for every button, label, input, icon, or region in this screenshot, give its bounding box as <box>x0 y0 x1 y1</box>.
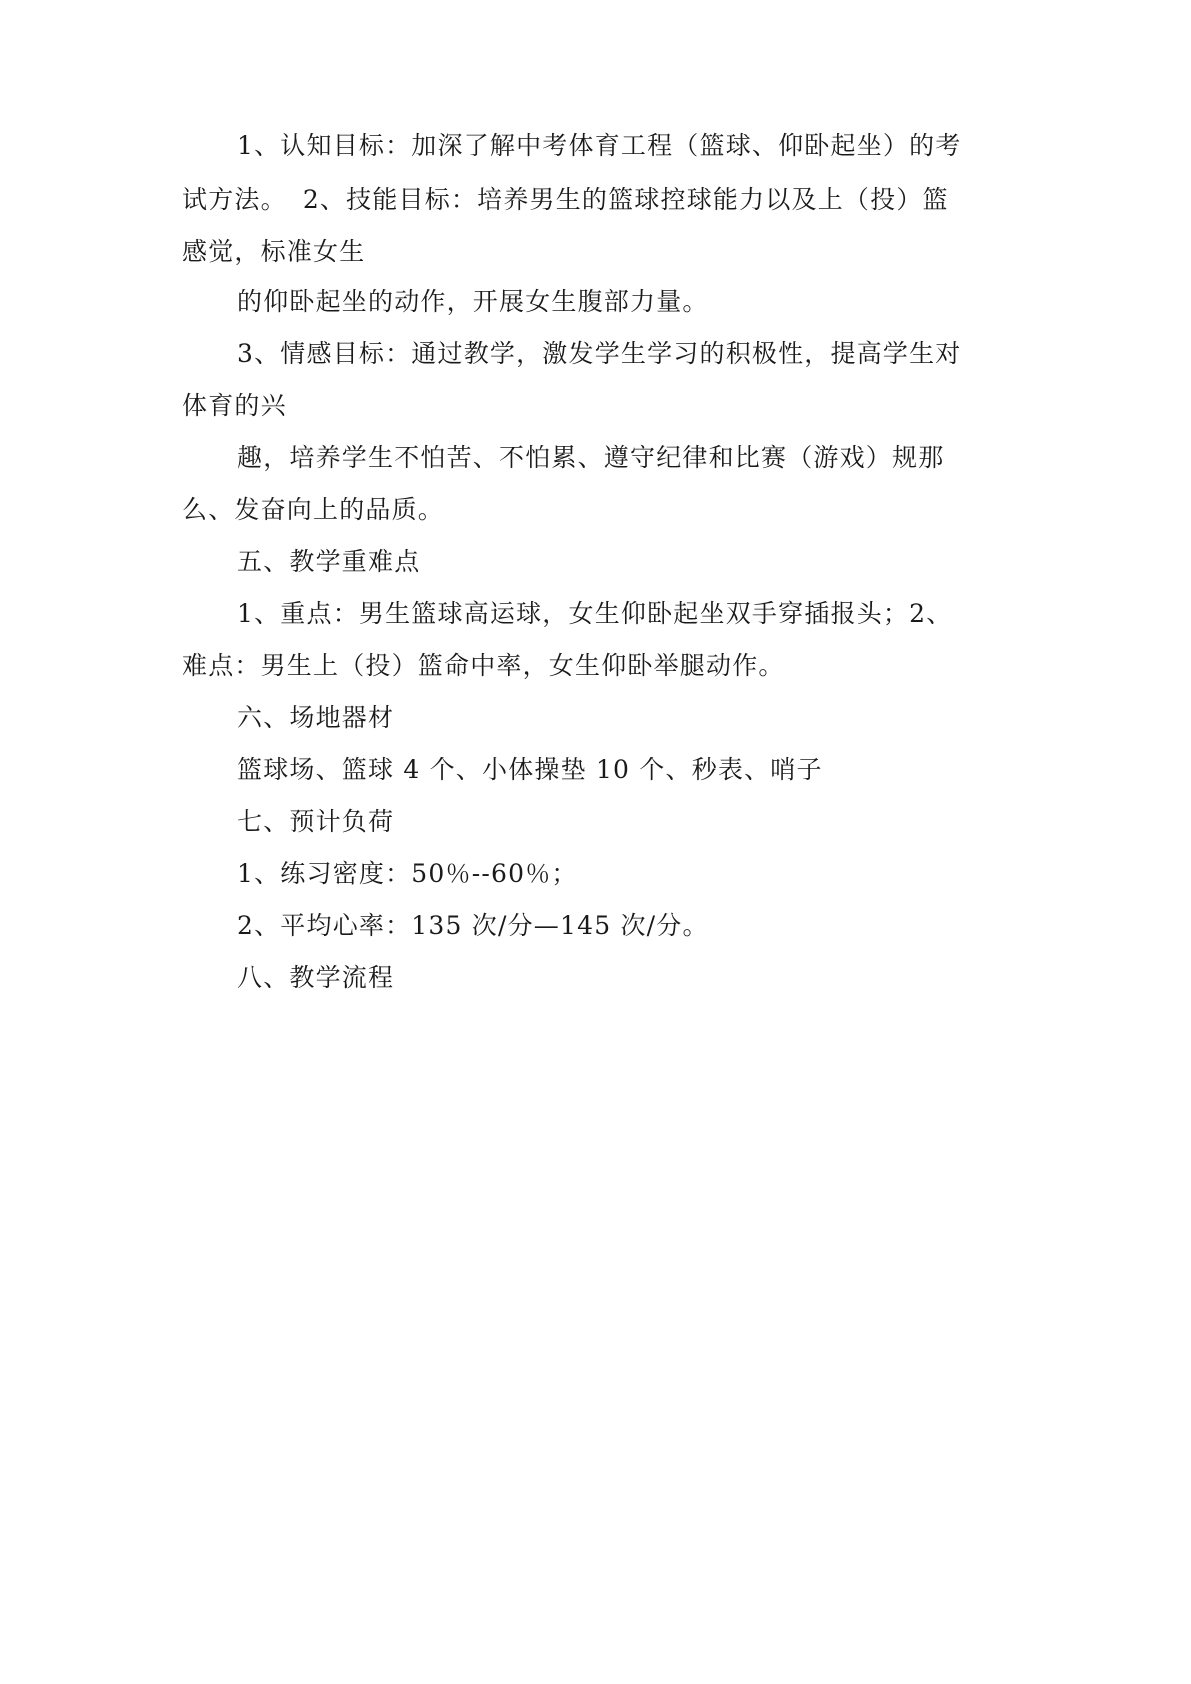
line-text: 2、平均心率：135 次/分—145 次/分。 <box>237 911 709 940</box>
text-line <box>182 493 444 527</box>
heading-text: 八、教学流程 <box>237 963 395 992</box>
text-line <box>237 857 578 891</box>
text-line <box>237 337 962 371</box>
line-text: 难点：男生上（投）篮命中率，女生仰卧举腿动作。 <box>182 651 785 680</box>
line-text: 1、重点：男生篮球高运球，女生仰卧起坐双手穿插报头；2、 <box>237 599 953 628</box>
text-line <box>182 649 785 683</box>
line-text: 1、认知目标：加深了解中考体育工程（篮球、仰卧起坐）的考 <box>237 131 962 160</box>
line-text: 3、情感目标：通过教学，激发学生学习的积极性，提高学生对 <box>237 339 962 368</box>
section-heading <box>237 701 394 735</box>
text-line <box>237 441 944 475</box>
heading-text: 六、场地器材 <box>237 703 395 732</box>
text-line <box>237 129 962 163</box>
line-text: 试方法。 <box>182 185 287 214</box>
text-line <box>182 389 287 423</box>
text-line <box>237 285 709 319</box>
text-line <box>237 597 952 631</box>
text-line <box>237 753 823 787</box>
line-text: 2、技能目标：培养男生的篮球控球能力以及上（投）篮 <box>302 185 949 214</box>
line-text: 篮球场、篮球 4 个、小体操垫 10 个、秒表、哨子 <box>237 755 823 784</box>
line-text: 体育的兴 <box>182 391 287 420</box>
heading-text: 七、预计负荷 <box>237 807 395 836</box>
line-text: 么、发奋向上的品质。 <box>182 495 445 524</box>
line-text: 1、练习密度：50％--60％； <box>237 859 578 888</box>
line-text: 趣，培养学生不怕苦、不怕累、遵守纪律和比赛（游戏）规那 <box>237 443 945 472</box>
text-line <box>182 235 365 269</box>
line-text: 感觉，标准女生 <box>182 237 366 266</box>
section-heading <box>237 545 420 579</box>
text-line <box>182 183 949 217</box>
section-heading <box>237 805 394 839</box>
heading-text: 五、教学重难点 <box>237 547 421 576</box>
line-text: 的仰卧起坐的动作，开展女生腹部力量。 <box>237 287 709 316</box>
text-line <box>237 909 709 943</box>
section-heading <box>237 961 394 995</box>
